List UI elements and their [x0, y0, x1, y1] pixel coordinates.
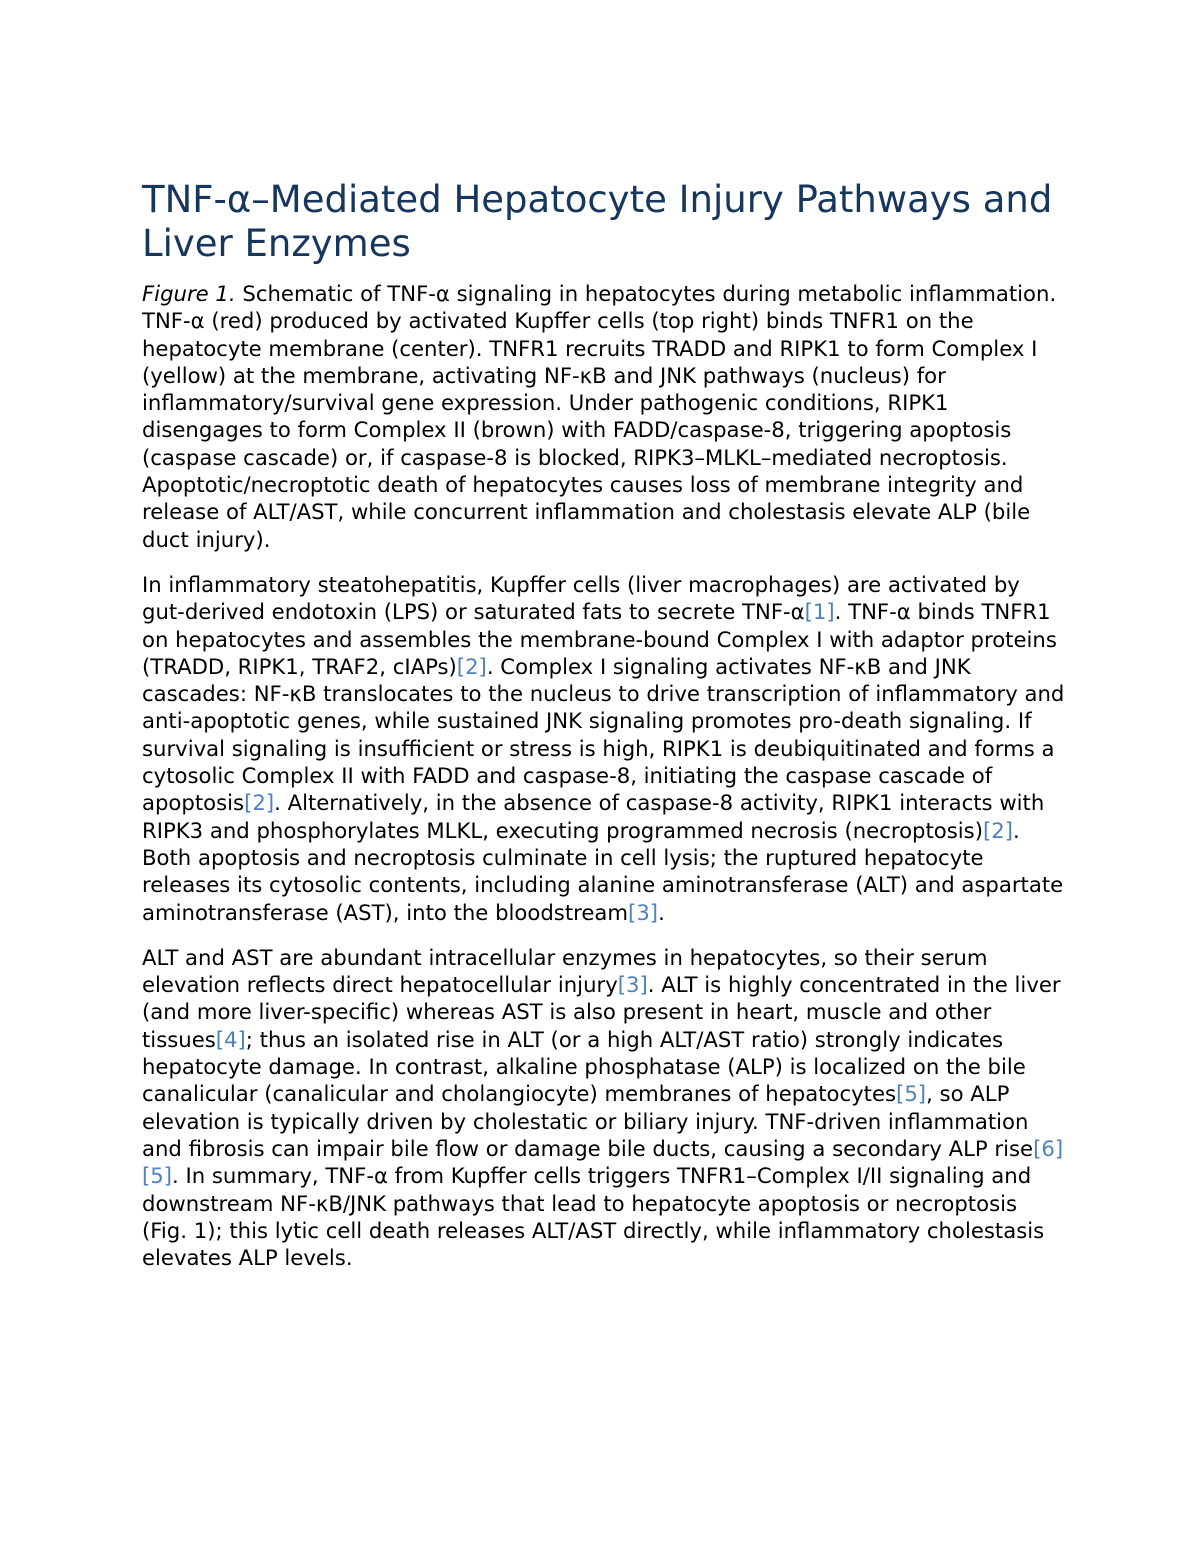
paragraph-text: . ALT is highly concentrated in the liver (and more liver-specific) whereas AST is also present in heart, muscle and other tissues — [142, 972, 1061, 1052]
paragraph-text: ; thus an isolated rise in ALT (or a high ALT/AST ratio) strongly indicates hepatocyte damage. In contrast, alkaline phosphatase (ALP) is localized on the bile canalicular (canalicular and cholangiocyte) membranes of hepatocytes — [142, 1026, 1026, 1107]
paragraph-text: . Alternatively, in the absence of caspase-8 activity, RIPK1 interacts with RIPK3 and phosphorylates MLKL, executing programmed necrosis (necroptosis) — [142, 790, 1045, 843]
citation-link[interactable]: [2] — [456, 653, 487, 679]
citation-link[interactable]: [6] — [1033, 1135, 1064, 1161]
paragraph-text: ALT and AST are abundant intracellular enzymes in hepatocytes, so their serum elevation reflects direct hepatocellular injury — [142, 944, 988, 998]
body-paragraph-1 — [142, 571, 1067, 926]
paragraph-text: . In summary, TNF-α from Kupffer cells triggers TNFR1–Complex I/II signaling and downstream NF-κB/JNK pathways that lead to hepatocyte apoptosis or necroptosis (Fig. 1); this lytic cell death releases ALT/AST directly, while inflammatory cholestasis elevates ALP levels. — [142, 1163, 1045, 1271]
paragraph-text: In inflammatory steatohepatitis, Kupffer cells (liver macrophages) are activated by gut-derived endotoxin (LPS) or saturated fats to secrete TNF-α — [142, 571, 1020, 625]
document-page — [142, 178, 1067, 1289]
citation-link[interactable]: [3] — [628, 899, 659, 925]
paragraph-text: . TNF-α binds TNFR1 on hepatocytes and assembles the membrane-bound Complex I with adaptor proteins (TRADD, RIPK1, TRAF2, cIAPs) — [142, 599, 1057, 679]
paragraph-text: . — [658, 899, 665, 925]
paragraph-text: . Both apoptosis and necroptosis culminate in cell lysis; the ruptured hepatocyte releases its cytosolic contents, including alanine aminotransferase (ALT) and aspartate aminotransferase (AST), into the bloodstream — [142, 817, 1064, 925]
citation-link[interactable]: [5] — [142, 1163, 173, 1189]
figure-label: Figure 1. — [142, 281, 236, 306]
citation-link[interactable]: [5] — [896, 1081, 927, 1107]
citation-link[interactable]: [2] — [982, 817, 1013, 843]
paragraph-text: . Complex I signaling activates NF-κB and JNK cascades: NF-κB translocates to the nucleus to drive transcription of inflammatory and anti-apoptotic genes, while sustained JNK signaling promotes pro-death signaling. If survival signaling is insufficient or stress is high, RIPK1 is deubiquitinated and forms a cytosolic Complex II with FADD and caspase-8, initiating the caspase cascade of apoptosis — [142, 653, 1065, 816]
paragraph-text: , so ALP elevation is typically driven by cholestatic or biliary injury. TNF-driven inflammation and fibrosis can impair bile flow or damage bile ducts, causing a secondary ALP rise — [142, 1081, 1034, 1161]
caption-text: Schematic of TNF-α signaling in hepatocytes during metabolic inflammation. TNF-α (red) produced by activated Kupffer cells (top right) binds TNFR1 on the hepatocyte membrane (center). TNFR1 recruits TRADD and RIPK1 to form Complex I (yellow) at the membrane, activating NF-κB and JNK pathways (nucleus) for inflammatory/survival gene expression. Under pathogenic conditions, RIPK1 disengages to form Complex II (brown) with FADD/caspase-8, triggering apoptosis (caspase cascade) or, if caspase-8 is blocked, RIPK3–MLKL–mediated necroptosis. Apoptotic/necroptotic death of hepatocytes causes loss of membrane integrity and release of ALT/AST, while concurrent inflammation and cholestasis elevate ALP (bile duct injury). — [142, 281, 1057, 552]
citation-link[interactable]: [2] — [244, 790, 275, 816]
document-title: TNF-α–Mediated Hepatocyte Injury Pathways and Liver Enzymes — [142, 178, 1053, 265]
citation-link[interactable]: [1] — [804, 599, 835, 625]
citation-link[interactable]: [4] — [215, 1026, 246, 1052]
citation-link[interactable]: [3] — [617, 972, 648, 998]
body-paragraph-2 — [142, 944, 1067, 1272]
figure-caption — [142, 280, 1067, 553]
